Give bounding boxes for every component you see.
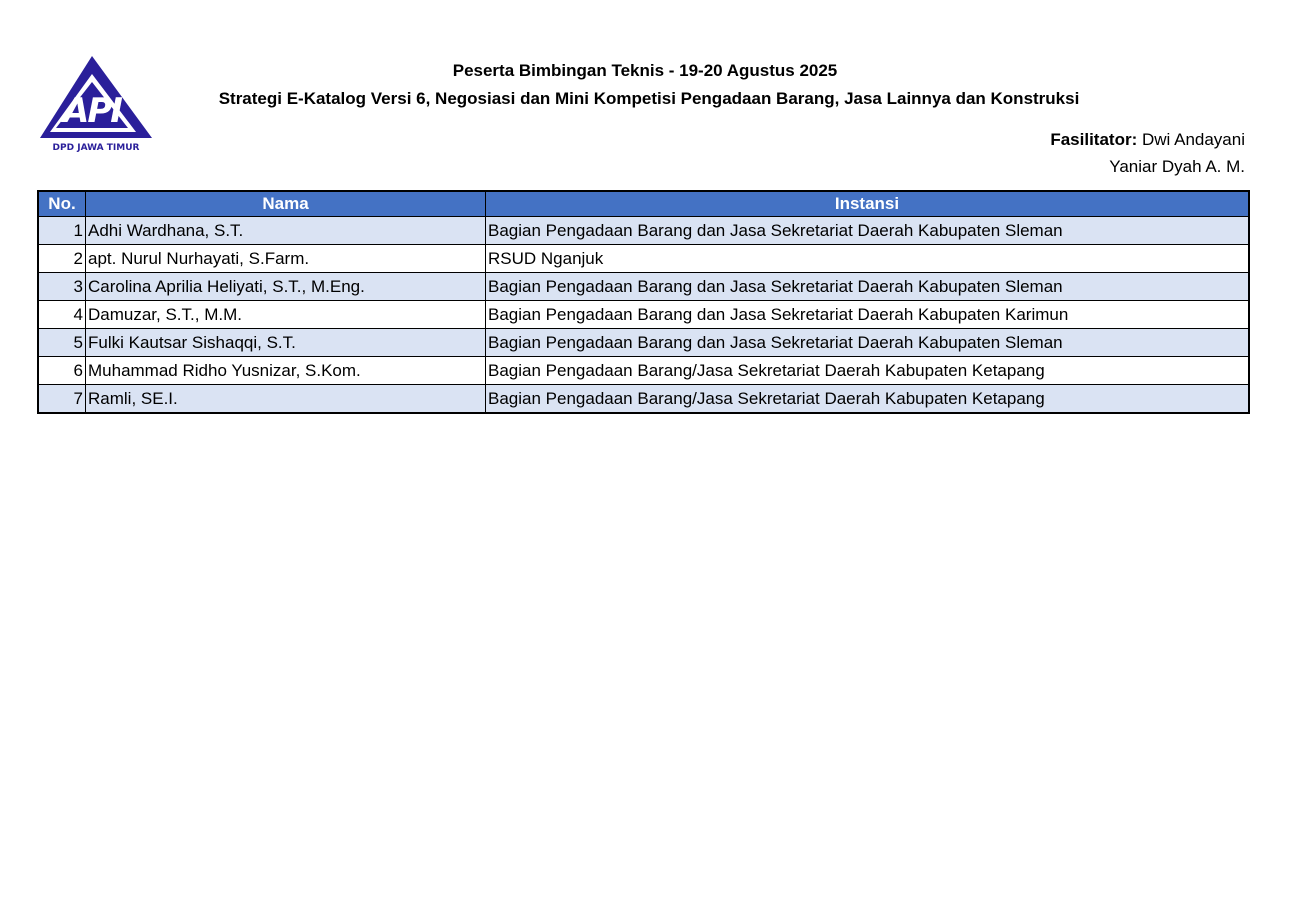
page-subtitle: Strategi E-Katalog Versi 6, Negosiasi dan Mini Kompetisi Pengadaan Barang, Jasa Lainnya dan Konstruksi (218, 89, 1080, 108)
facilitator-name-2: Yaniar Dyah A. M. (1109, 157, 1245, 176)
cell-nama: Ramli, SE.I. (86, 385, 486, 414)
facilitator-line (1050, 130, 1245, 150)
cell-instansi: Bagian Pengadaan Barang/Jasa Sekretariat Daerah Kabupaten Ketapang (486, 357, 1250, 385)
table-row (38, 301, 1249, 329)
table-row (38, 217, 1249, 245)
column-header-instansi: Instansi (486, 191, 1250, 217)
cell-no: 4 (38, 301, 86, 329)
cell-no: 1 (38, 217, 86, 245)
cell-nama: Fulki Kautsar Sishaqqi, S.T. (86, 329, 486, 357)
cell-no: 7 (38, 385, 86, 414)
column-header-no: No. (38, 191, 86, 217)
cell-no: 3 (38, 273, 86, 301)
cell-instansi: Bagian Pengadaan Barang dan Jasa Sekretariat Daerah Kabupaten Sleman (486, 217, 1250, 245)
svg-text:API: API (63, 91, 121, 131)
table-row (38, 385, 1249, 414)
cell-nama: Damuzar, S.T., M.M. (86, 301, 486, 329)
column-header-nama: Nama (86, 191, 486, 217)
cell-instansi: Bagian Pengadaan Barang/Jasa Sekretariat Daerah Kabupaten Ketapang (486, 385, 1250, 414)
facilitator-label: Fasilitator: (1050, 130, 1138, 149)
table-row (38, 273, 1249, 301)
table-header-row (38, 191, 1249, 217)
table-row (38, 245, 1249, 273)
cell-no: 2 (38, 245, 86, 273)
cell-nama: Adhi Wardhana, S.T. (86, 217, 486, 245)
cell-no: 6 (38, 357, 86, 385)
cell-instansi: RSUD Nganjuk (486, 245, 1250, 273)
logo-caption: DPD JAWA TIMUR (52, 143, 140, 153)
table-row (38, 357, 1249, 385)
cell-instansi: Bagian Pengadaan Barang dan Jasa Sekretariat Daerah Kabupaten Sleman (486, 329, 1250, 357)
cell-instansi: Bagian Pengadaan Barang dan Jasa Sekretariat Daerah Kabupaten Sleman (486, 273, 1250, 301)
cell-instansi: Bagian Pengadaan Barang dan Jasa Sekretariat Daerah Kabupaten Karimun (486, 301, 1250, 329)
cell-nama: Muhammad Ridho Yusnizar, S.Kom. (86, 357, 486, 385)
participant-table (37, 190, 1250, 414)
cell-nama: apt. Nurul Nurhayati, S.Farm. (86, 245, 486, 273)
page-title: Peserta Bimbingan Teknis - 19-20 Agustus 2025 (452, 61, 838, 80)
cell-nama: Carolina Aprilia Heliyati, S.T., M.Eng. (86, 273, 486, 301)
table-row (38, 329, 1249, 357)
facilitator-name-1: Dwi Andayani (1141, 130, 1245, 149)
cell-no: 5 (38, 329, 86, 357)
